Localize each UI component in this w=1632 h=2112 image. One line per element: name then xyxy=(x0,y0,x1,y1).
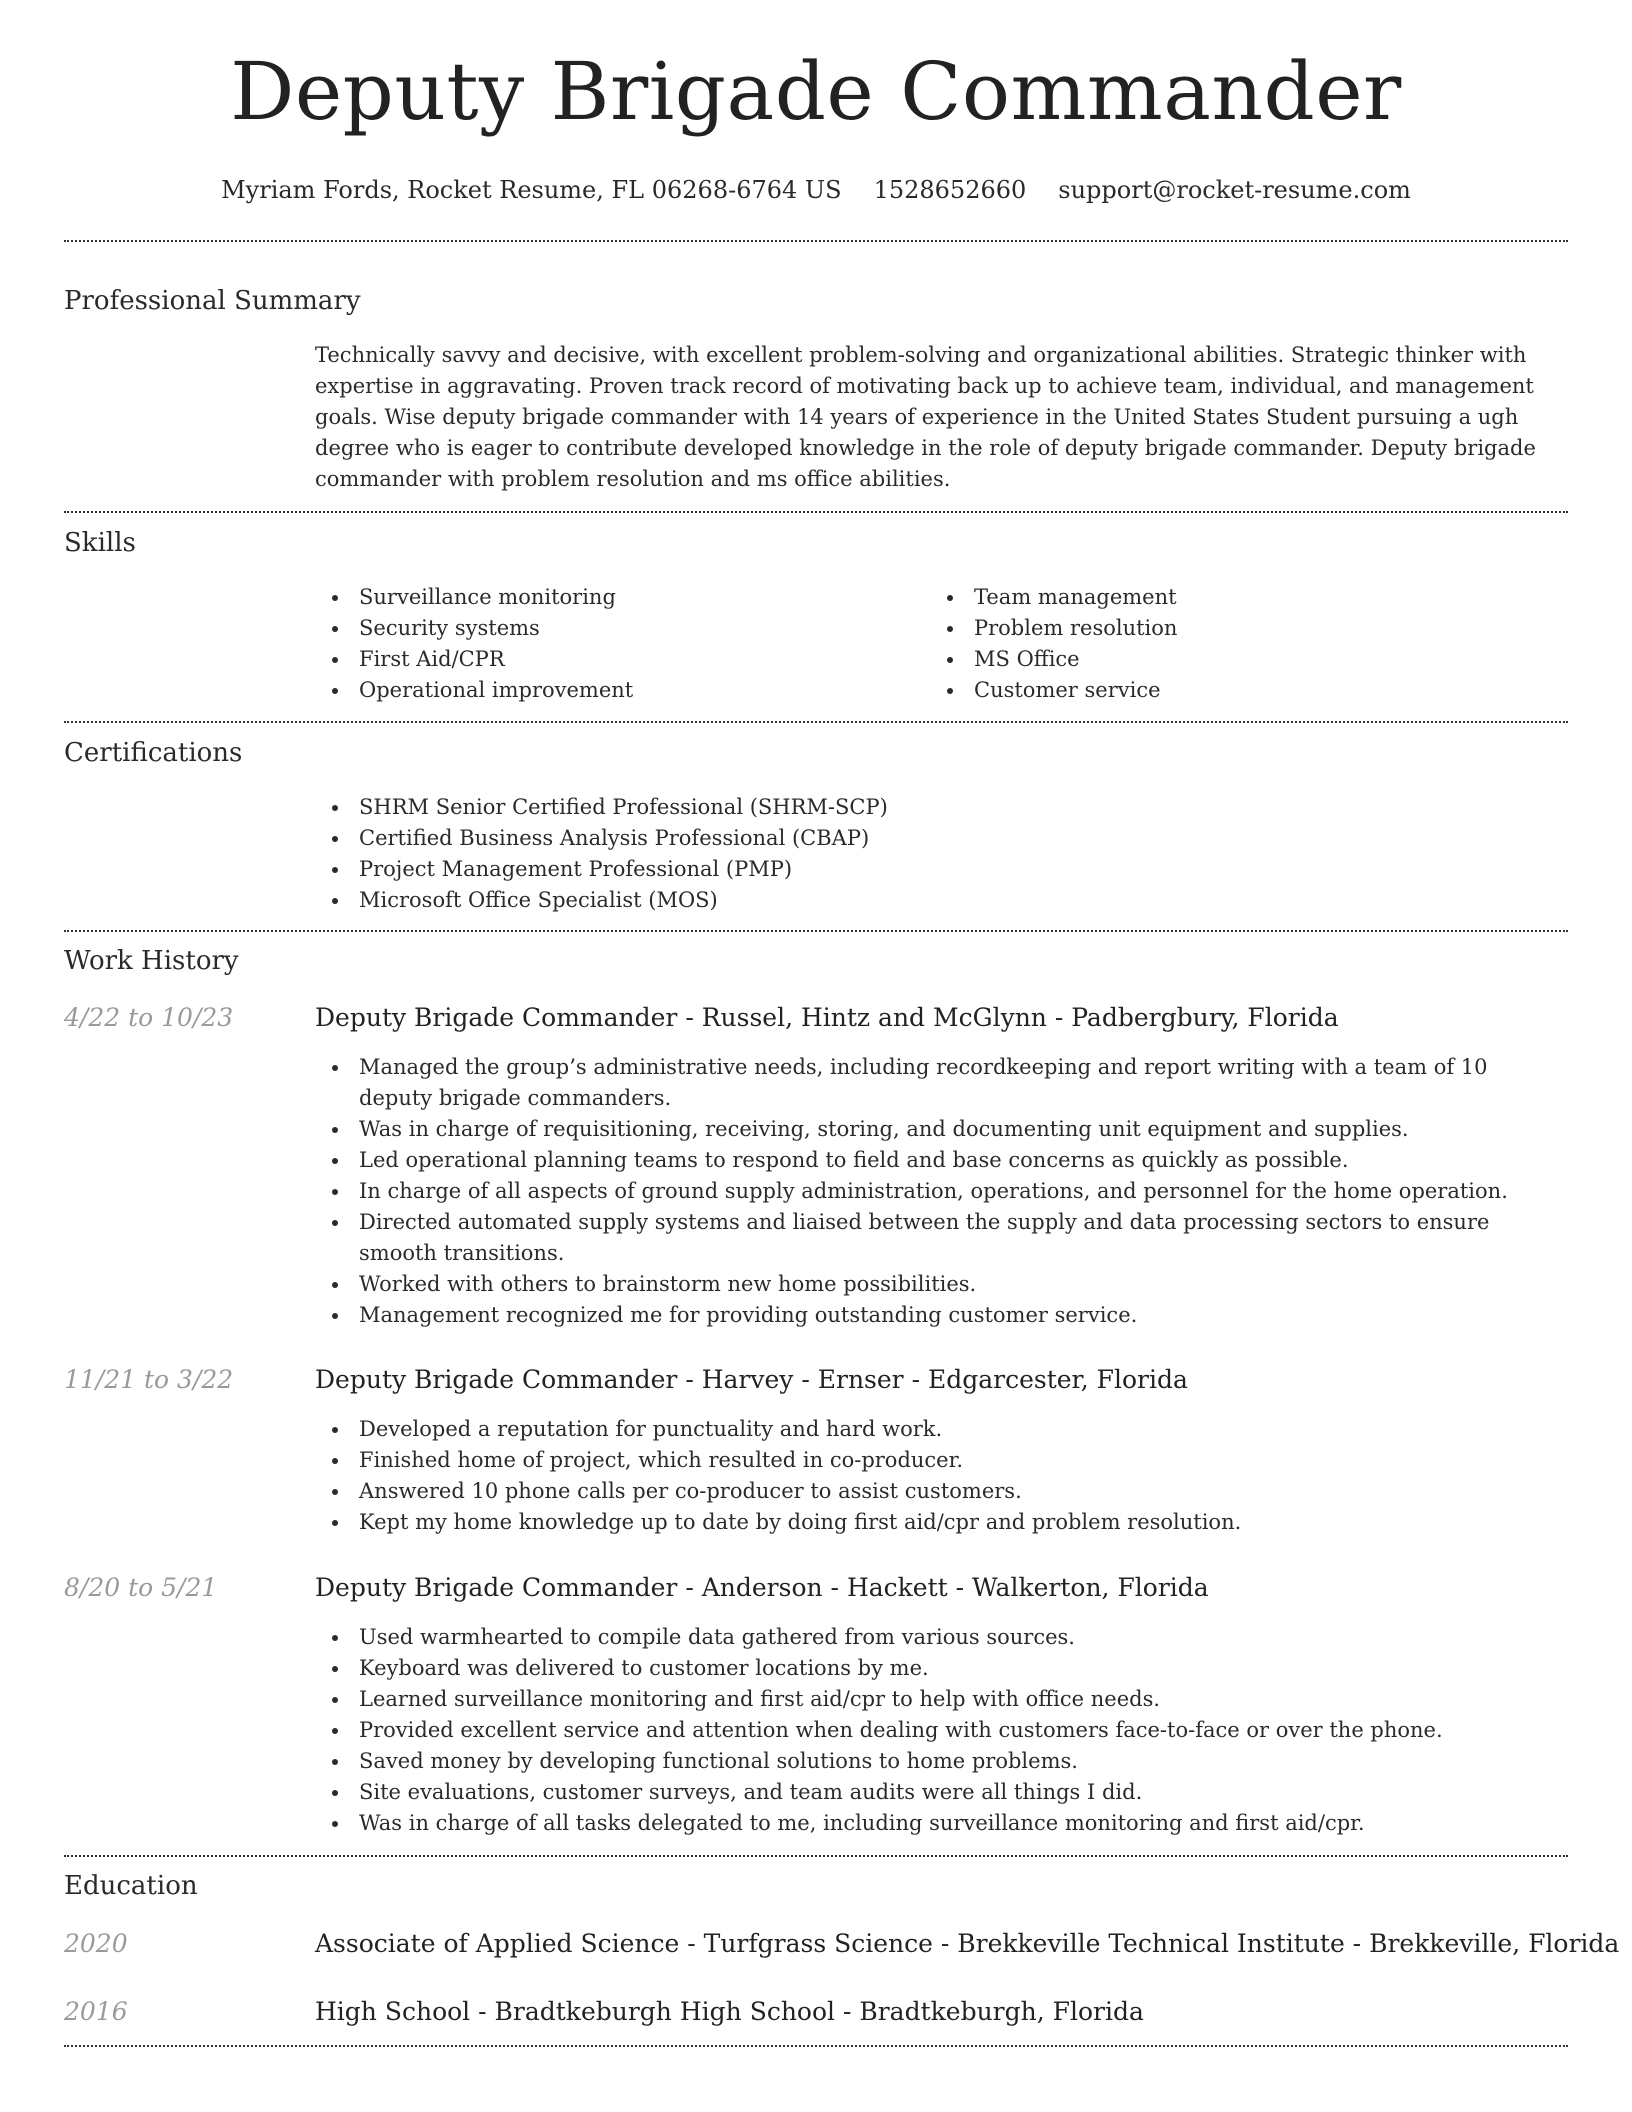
list-item: Customer service xyxy=(930,675,1530,706)
list-item: Used warmhearted to compile data gathered from various sources. xyxy=(315,1622,1565,1653)
job-bullets xyxy=(315,1622,1565,1839)
section-heading-certifications: Certifications xyxy=(64,738,243,768)
job-title: Deputy Brigade Commander - Harvey - Ernser - Edgarcester, Florida xyxy=(315,1365,1188,1394)
list-item: Keyboard was delivered to customer locations by me. xyxy=(315,1653,1565,1684)
list-item: Kept my home knowledge up to date by doing first aid/cpr and problem resolution. xyxy=(315,1507,1565,1538)
list-item: Project Management Professional (PMP) xyxy=(315,854,1515,885)
list-item: Problem resolution xyxy=(930,613,1530,644)
section-heading-summary: Professional Summary xyxy=(64,286,361,316)
list-item: Led operational planning teams to respond to field and base concerns as quickly as possible. xyxy=(315,1145,1565,1176)
list-item: Team management xyxy=(930,582,1530,613)
list-item: Site evaluations, customer surveys, and team audits were all things I did. xyxy=(315,1777,1565,1808)
job-bullets xyxy=(315,1414,1565,1538)
contact-phone: 1528652660 xyxy=(873,176,1027,204)
section-heading-skills: Skills xyxy=(64,528,136,558)
list-item: Managed the group’s administrative needs, including recordkeeping and report writing with a team of 10 deputy brigade commanders. xyxy=(315,1052,1565,1114)
list-item: First Aid/CPR xyxy=(315,644,915,675)
list-item: SHRM Senior Certified Professional (SHRM-SCP) xyxy=(315,792,1515,823)
education-entry: Associate of Applied Science - Turfgrass Science - Brekkeville Technical Institute - Brekkeville, Florida xyxy=(315,1929,1620,1958)
education-year: 2016 xyxy=(64,1997,128,2026)
job-title: Deputy Brigade Commander - Anderson - Hackett - Walkerton, Florida xyxy=(315,1573,1209,1602)
list-item: Certified Business Analysis Professional (CBAP) xyxy=(315,823,1515,854)
contact-address: Myriam Fords, Rocket Resume, FL 06268-6764 US xyxy=(221,176,842,204)
certifications-list xyxy=(315,792,1515,916)
summary-text: Technically savvy and decisive, with excellent problem-solving and organizational abilities. Strategic thinker with expertise in aggravating. Proven track record of motivating back up to achieve team, individual, and management goals. Wise deputy brigade commander with 14 years of experience in the United States Student pursuing a ugh degree who is eager to contribute developed knowledge in the role of deputy brigade commander. Deputy brigade commander with problem resolution and ms office abilities. xyxy=(315,343,1536,491)
list-item: Developed a reputation for punctuality and hard work. xyxy=(315,1414,1565,1445)
list-item: Surveillance monitoring xyxy=(315,582,915,613)
list-item: Was in charge of requisitioning, receiving, storing, and documenting unit equipment and supplies. xyxy=(315,1114,1565,1145)
list-item: Finished home of project, which resulted in co-producer. xyxy=(315,1445,1565,1476)
education-entry: High School - Bradtkeburgh High School - Bradtkeburgh, Florida xyxy=(315,1997,1144,2026)
list-item: Directed automated supply systems and liaised between the supply and data processing sectors to ensure smooth transitions. xyxy=(315,1207,1565,1269)
divider xyxy=(64,1855,1568,1857)
section-heading-education: Education xyxy=(64,1871,198,1901)
resume-title: Deputy Brigade Commander xyxy=(230,45,1402,138)
divider xyxy=(64,930,1568,932)
list-item: Operational improvement xyxy=(315,675,915,706)
contact-email[interactable]: support@rocket-resume.com xyxy=(1058,176,1411,204)
divider xyxy=(64,2045,1568,2047)
skills-list-right xyxy=(930,582,1530,706)
list-item: Saved money by developing functional solutions to home problems. xyxy=(315,1746,1565,1777)
list-item: Answered 10 phone calls per co-producer to assist customers. xyxy=(315,1476,1565,1507)
job-dates: 11/21 to 3/22 xyxy=(64,1365,234,1394)
list-item: Microsoft Office Specialist (MOS) xyxy=(315,885,1515,916)
job-bullets xyxy=(315,1052,1565,1331)
list-item: Learned surveillance monitoring and first aid/cpr to help with office needs. xyxy=(315,1684,1565,1715)
list-item: Management recognized me for providing outstanding customer service. xyxy=(315,1300,1565,1331)
section-heading-work: Work History xyxy=(64,946,239,976)
divider xyxy=(64,511,1568,513)
job-title: Deputy Brigade Commander - Russel, Hintz and McGlynn - Padbergbury, Florida xyxy=(315,1003,1339,1032)
list-item: In charge of all aspects of ground supply administration, operations, and personnel for the home operation. xyxy=(315,1176,1565,1207)
list-item: Was in charge of all tasks delegated to me, including surveillance monitoring and first aid/cpr. xyxy=(315,1808,1565,1839)
list-item: Provided excellent service and attention when dealing with customers face-to-face or over the phone. xyxy=(315,1715,1565,1746)
job-dates: 8/20 to 5/21 xyxy=(64,1573,218,1602)
education-year: 2020 xyxy=(64,1929,128,1958)
job-dates: 4/22 to 10/23 xyxy=(64,1003,234,1032)
divider xyxy=(64,721,1568,723)
divider xyxy=(64,240,1568,242)
list-item: MS Office xyxy=(930,644,1530,675)
list-item: Security systems xyxy=(315,613,915,644)
contact-line xyxy=(0,173,1632,207)
skills-list-left xyxy=(315,582,915,706)
list-item: Worked with others to brainstorm new home possibilities. xyxy=(315,1269,1565,1300)
